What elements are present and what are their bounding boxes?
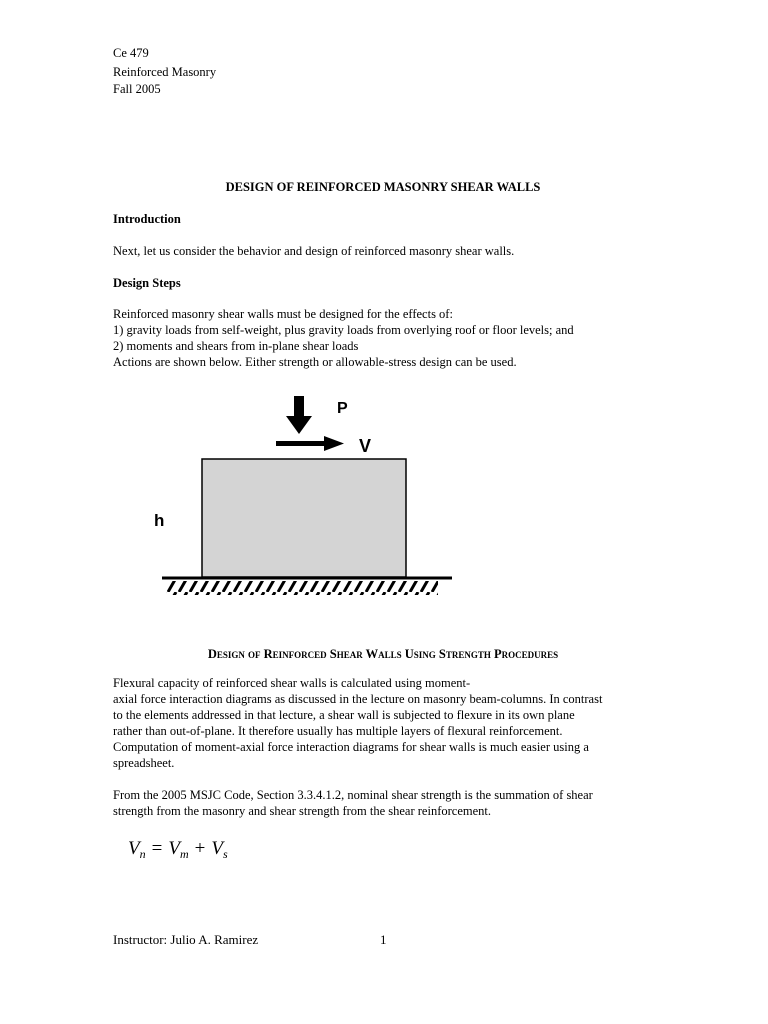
label-v: V <box>359 436 372 456</box>
strength-procedures-heading: Design of Reinforced Shear Walls Using Strength Procedures <box>207 647 559 661</box>
eq-term1: V <box>168 838 180 859</box>
eq-term2-sub: s <box>222 847 228 861</box>
wall-body <box>202 459 406 577</box>
eq-term1-sub: m <box>179 847 189 861</box>
paragraph-line: to the elements addressed in that lecture, a shear wall is subjected to flexure in its own plane <box>113 708 575 722</box>
paragraph-line: Computation of moment-axial force interaction diagrams for shear walls is much easier using a <box>113 740 589 754</box>
paragraph-line: spreadsheet. <box>113 756 175 770</box>
shear-wall-figure <box>112 382 492 614</box>
introduction-text: Next, let us consider the behavior and design of reinforced masonry shear walls. <box>113 244 515 258</box>
eq-lhs-sub: n <box>139 847 146 861</box>
design-steps-line: 2) moments and shears from in-plane shear loads <box>113 339 359 353</box>
shear-strength-equation <box>128 838 228 862</box>
paragraph-line: rather than out-of-plane. It therefore usually has multiple layers of flexural reinforcement. <box>113 724 563 738</box>
vertical-load-arrow <box>286 396 312 434</box>
eq-equals: = <box>151 838 163 859</box>
course-subject: Reinforced Masonry <box>113 65 217 79</box>
design-steps-heading: Design Steps <box>113 276 181 290</box>
ground-hatch <box>166 581 438 595</box>
eq-term2: V <box>211 838 223 859</box>
paragraph-line: From the 2005 MSJC Code, Section 3.3.4.1.2, nominal shear strength is the summation of shear <box>113 788 593 802</box>
course-term: Fall 2005 <box>113 82 161 96</box>
page-number: 1 <box>380 932 387 947</box>
eq-lhs: V <box>128 838 140 859</box>
paragraph-line: axial force interaction diagrams as discussed in the lecture on masonry beam-columns. In contrast <box>113 692 603 706</box>
shear-load-arrow <box>276 436 344 451</box>
footer-instructor: Instructor: Julio A. Ramirez <box>113 932 259 947</box>
flexural-capacity-paragraph <box>113 675 602 771</box>
design-steps-line: Reinforced masonry shear walls must be designed for the effects of: <box>113 307 453 321</box>
eq-plus: + <box>194 838 206 859</box>
document-title: DESIGN OF REINFORCED MASONRY SHEAR WALLS <box>225 180 541 194</box>
label-p: P <box>337 400 348 417</box>
design-steps-line: 1) gravity loads from self-weight, plus gravity loads from overlying roof or floor levels; and <box>113 323 574 337</box>
label-h: h <box>154 511 165 530</box>
shear-strength-paragraph <box>113 787 593 819</box>
design-steps-text <box>113 306 574 370</box>
paragraph-line: strength from the masonry and shear strength from the shear reinforcement. <box>113 804 491 818</box>
paragraph-line: Flexural capacity of reinforced shear walls is calculated using moment- <box>113 676 471 690</box>
course-number: Ce 479 <box>113 46 149 60</box>
introduction-heading: Introduction <box>113 212 181 226</box>
design-steps-line: Actions are shown below. Either strength or allowable-stress design can be used. <box>113 355 517 369</box>
